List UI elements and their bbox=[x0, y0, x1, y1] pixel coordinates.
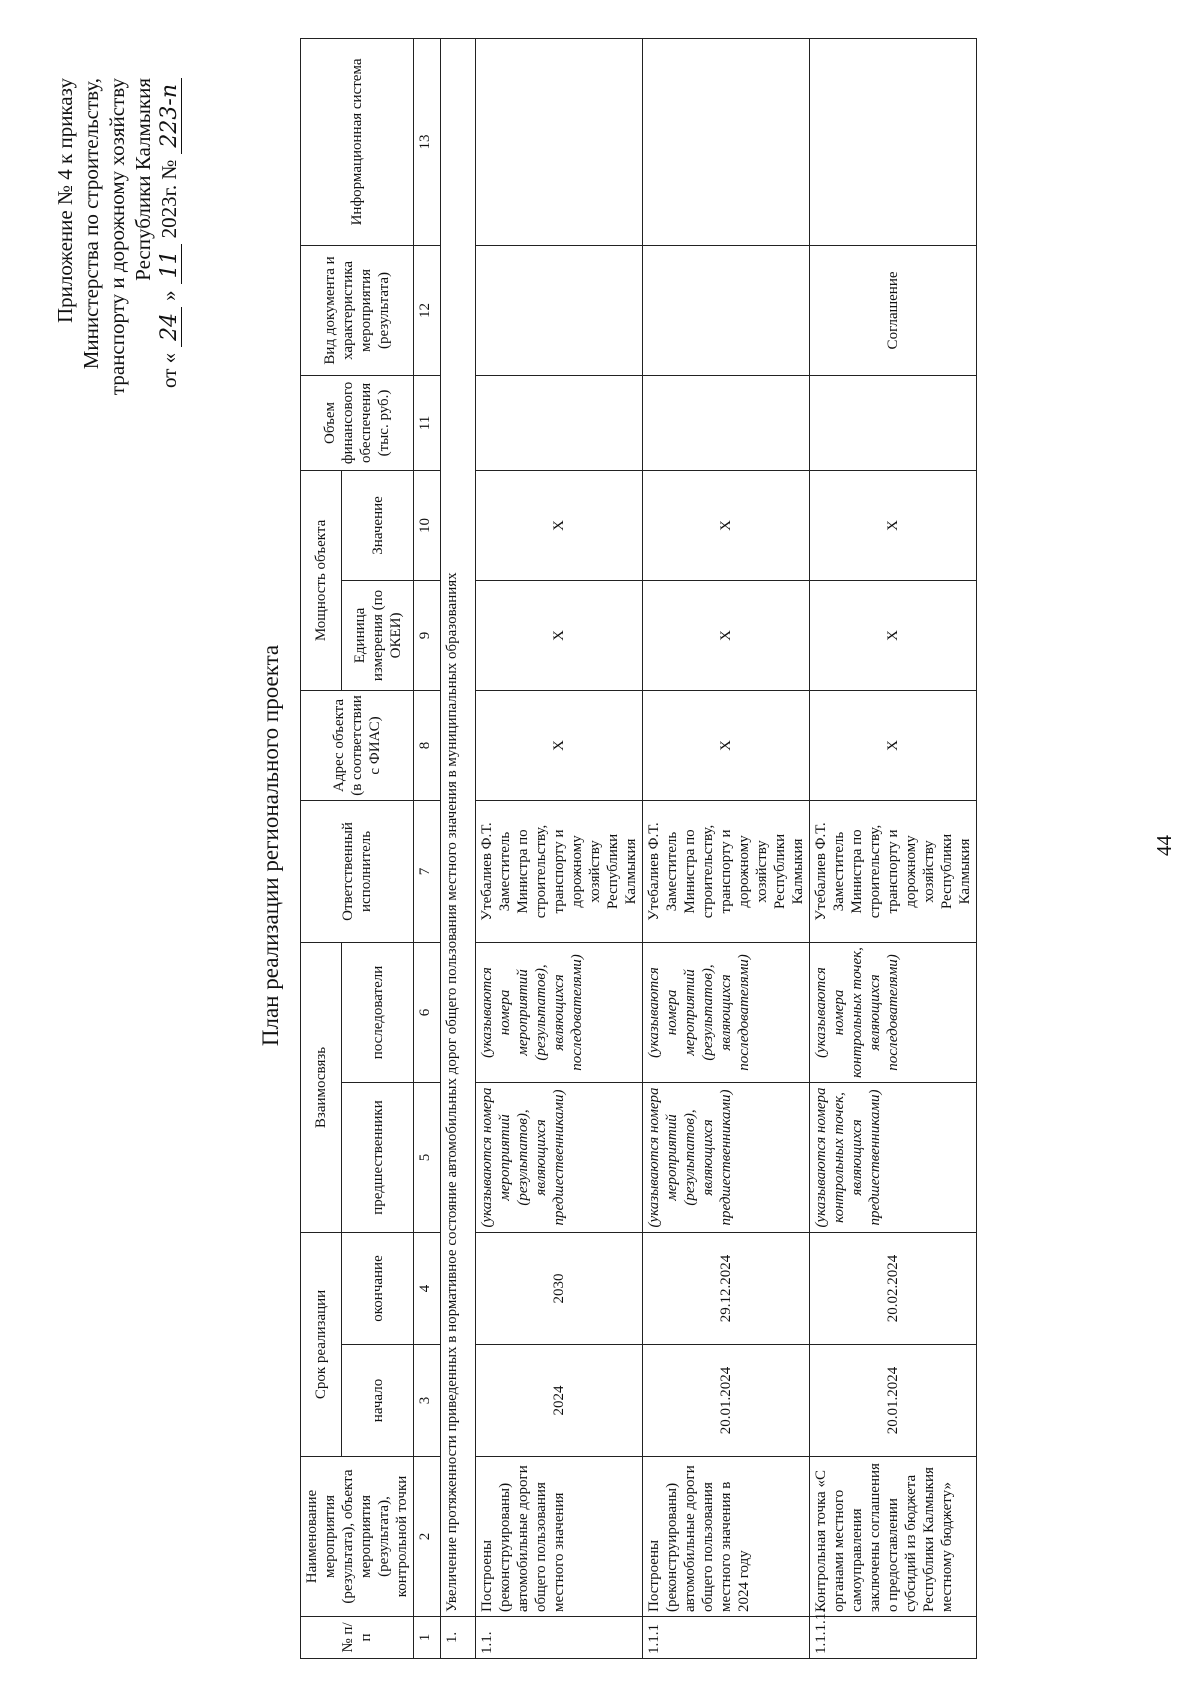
row-name: Контрольная точка «С органами местного самоуправления заключены соглашения о предоставлении субсидий из бюджета Республики Калмыкия местному бюджету» bbox=[810, 1457, 977, 1617]
row-predecessors: (указываются номера контрольных точек, являющихся предшественниками) bbox=[810, 1082, 977, 1232]
col-number: 8 bbox=[414, 690, 441, 800]
th-predecessors: предшественники bbox=[342, 1082, 414, 1232]
th-doc-type: Вид документа и характеристика мероприятия (результата) bbox=[301, 245, 414, 375]
row-info-system bbox=[810, 38, 977, 245]
row-address: X bbox=[810, 690, 977, 800]
section-row bbox=[441, 38, 476, 1658]
row-funding bbox=[476, 375, 643, 470]
col-number: 7 bbox=[414, 800, 441, 942]
row-name: Построены (реконструированы) автомобильные дороги общего пользования местного значения в 2024 году bbox=[643, 1457, 810, 1617]
th-end: окончание bbox=[342, 1232, 414, 1344]
th-unit: Единица измерения (по ОКЕИ) bbox=[342, 580, 414, 690]
row-unit: X bbox=[643, 580, 810, 690]
date-year: 2023г. № bbox=[157, 159, 181, 239]
row-doc-type bbox=[476, 245, 643, 375]
header-row-1 bbox=[301, 38, 342, 1658]
row-predecessors: (указываются номера мероприятий (результатов), являющихся предшественниками) bbox=[643, 1082, 810, 1232]
section-num: 1. bbox=[441, 1617, 476, 1659]
row-start: 2024 bbox=[476, 1345, 643, 1457]
row-end: 29.12.2024 bbox=[643, 1232, 810, 1344]
row-predecessors: (указываются номера мероприятий (результатов), являющихся предшественниками) bbox=[476, 1082, 643, 1232]
col-number: 1 bbox=[414, 1617, 441, 1659]
row-start: 20.01.2024 bbox=[643, 1345, 810, 1457]
col-number: 3 bbox=[414, 1345, 441, 1457]
header-line-4: Республики Калмыкия bbox=[131, 78, 155, 281]
col-number: 11 bbox=[414, 375, 441, 470]
th-successors: последователи bbox=[342, 942, 414, 1082]
row-value: X bbox=[810, 470, 977, 580]
row-value: X bbox=[643, 470, 810, 580]
plan-table bbox=[300, 38, 977, 1659]
order-date-line bbox=[156, 78, 182, 458]
section-title: Увеличение протяженности приведенных в нормативное состояние автомобильных дорог общего пользования местного значения в муниципальных образованиях bbox=[441, 38, 476, 1616]
col-number: 12 bbox=[414, 245, 441, 375]
row-funding bbox=[643, 375, 810, 470]
page-title: План реализации регионального проекта bbox=[258, 644, 283, 1047]
th-address: Адрес объекта (в соответствии с ФИАС) bbox=[301, 690, 414, 800]
row-start: 20.01.2024 bbox=[810, 1345, 977, 1457]
th-value: Значение bbox=[342, 470, 414, 580]
col-number: 10 bbox=[414, 470, 441, 580]
handwritten-doc-number: 223-п bbox=[159, 78, 182, 154]
row-unit: X bbox=[810, 580, 977, 690]
column-number-row bbox=[414, 38, 441, 1658]
row-num: 1.1.1.1. bbox=[810, 1617, 977, 1659]
table-row bbox=[643, 38, 810, 1658]
th-info-system: Информационная система bbox=[301, 38, 414, 245]
row-info-system bbox=[643, 38, 810, 245]
handwritten-month: 11 bbox=[159, 244, 182, 284]
row-successors: (указываются номера контрольных точек, являющихся последователями) bbox=[810, 942, 977, 1082]
header-line-3: транспорту и дорожному хозяйству bbox=[105, 78, 129, 396]
th-funding: Объем финансового обеспечения (тыс. руб.) bbox=[301, 375, 414, 470]
col-number: 9 bbox=[414, 580, 441, 690]
row-funding bbox=[810, 375, 977, 470]
page-number: 44 bbox=[1152, 835, 1176, 856]
col-number: 13 bbox=[414, 38, 441, 245]
row-name: Построены (реконструированы) автомобильные дороги общего пользования местного значения bbox=[476, 1457, 643, 1617]
header-line-2: Министерства по строительству, bbox=[79, 78, 103, 370]
handwritten-day: 24 bbox=[159, 307, 182, 347]
date-prefix: от « bbox=[157, 352, 181, 389]
th-name: Наименование мероприятия (результата), объекта мероприятия (результата), контрольной точки bbox=[301, 1457, 414, 1617]
row-num: 1.1.1 bbox=[643, 1617, 810, 1659]
header-line-1: Приложение № 4 к приказу bbox=[53, 78, 77, 323]
th-period: Срок реализации bbox=[301, 1232, 342, 1456]
row-successors: (указываются номера мероприятий (результатов), являющихся последователями) bbox=[476, 942, 643, 1082]
row-value: X bbox=[476, 470, 643, 580]
table-row bbox=[810, 38, 977, 1658]
row-responsible: Утебалиев Ф.Т. Заместитель Министра по строительству, транспорту и дорожному хозяйству Республики Калмыкия bbox=[810, 800, 977, 942]
row-address: X bbox=[643, 690, 810, 800]
row-end: 20.02.2024 bbox=[810, 1232, 977, 1344]
th-start: начало bbox=[342, 1345, 414, 1457]
row-unit: X bbox=[476, 580, 643, 690]
row-address: X bbox=[476, 690, 643, 800]
th-capacity: Мощность объекта bbox=[301, 470, 342, 690]
date-mid: » bbox=[157, 290, 181, 301]
col-number: 2 bbox=[414, 1457, 441, 1617]
appendix-header bbox=[52, 78, 182, 458]
col-number: 6 bbox=[414, 942, 441, 1082]
row-doc-type: Соглашение bbox=[810, 245, 977, 375]
row-num: 1.1. bbox=[476, 1617, 643, 1659]
row-end: 2030 bbox=[476, 1232, 643, 1344]
th-num: № п/п bbox=[301, 1617, 414, 1659]
row-responsible: Утебалиев Ф.Т. Заместитель Министра по строительству, транспорту и дорожному хозяйству Республики Калмыкия bbox=[476, 800, 643, 942]
col-number: 4 bbox=[414, 1232, 441, 1344]
th-relation: Взаимосвязь bbox=[301, 942, 342, 1232]
row-info-system bbox=[476, 38, 643, 245]
th-responsible: Ответственный исполнитель bbox=[301, 800, 414, 942]
row-responsible: Утебалиев Ф.Т. Заместитель Министра по строительству, транспорту и дорожному хозяйству Республики Калмыкия bbox=[643, 800, 810, 942]
row-successors: (указываются номера мероприятий (результатов), являющихся последователями) bbox=[643, 942, 810, 1082]
col-number: 5 bbox=[414, 1082, 441, 1232]
row-doc-type bbox=[643, 245, 810, 375]
table-row bbox=[476, 38, 643, 1658]
